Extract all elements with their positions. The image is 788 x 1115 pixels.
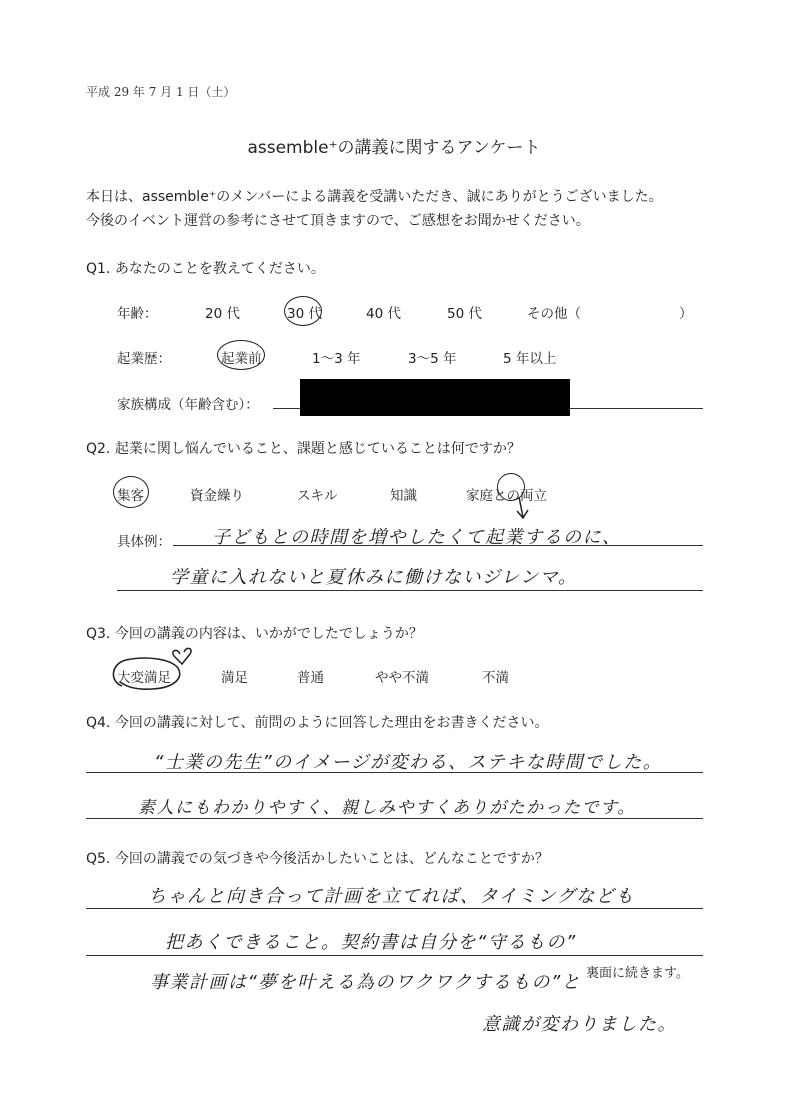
q5-answer-rule-1 bbox=[86, 908, 703, 909]
continued-note: 裏面に続きます。 bbox=[586, 966, 689, 981]
q5-answer-line-4: 意識が変わりました。 bbox=[482, 1014, 677, 1035]
q4-question: Q4. 今回の講義に対して、前問のように回答した理由をお書きください。 bbox=[86, 715, 549, 731]
q1-question: Q1. あなたのことを教えてください。 bbox=[86, 261, 325, 277]
q4-answer-rule-2 bbox=[86, 818, 703, 819]
survey-date: 平成 29 年 7 月 1 日（土） bbox=[86, 85, 236, 99]
q2-answer-rule-1 bbox=[173, 545, 703, 546]
q5-answer-rule-2 bbox=[86, 955, 703, 956]
rating-option-dissatisfied[interactable]: 不満 bbox=[482, 670, 509, 686]
rating-option-very-satisfied[interactable]: 大変満足 bbox=[117, 670, 171, 686]
age-option-20s[interactable]: 20 代 bbox=[205, 306, 240, 322]
survey-title: assemble⁺の講義に関するアンケート bbox=[247, 138, 541, 158]
q4-answer-rule-1 bbox=[86, 772, 703, 773]
arrow-mark-icon bbox=[513, 497, 533, 521]
experience-option-5plus[interactable]: 5 年以上 bbox=[503, 351, 557, 367]
issue-option-customers[interactable]: 集客 bbox=[117, 488, 144, 504]
rating-option-satisfied[interactable]: 満足 bbox=[221, 670, 248, 686]
heart-circle-icon bbox=[108, 642, 198, 692]
age-selected-circle bbox=[284, 296, 322, 326]
q5-answer-line-1: ちゃんと向き合って計画を立てれば、タイミングなども bbox=[148, 886, 635, 907]
intro-line-2: 今後のイベント運営の参考にさせて頂きますので、ご感想をお聞かせください。 bbox=[86, 213, 590, 229]
q2-answer-line-1: 子どもとの時間を増やしたくて起業するのに、 bbox=[212, 527, 622, 548]
issue-option-family-balance[interactable]: 家庭との両立 bbox=[466, 488, 547, 504]
age-option-50s[interactable]: 50 代 bbox=[447, 306, 482, 322]
q5-answer-line-2: 把あくできること。契約書は自分を“守るもの” bbox=[165, 932, 577, 953]
age-option-other[interactable]: その他（ bbox=[527, 306, 581, 322]
age-option-30s[interactable]: 30 代 bbox=[287, 306, 322, 322]
q4-answer-line-2: 素人にもわかりやすく、親しみやすくありがたかったです。 bbox=[138, 798, 636, 818]
q2-question: Q2. 起業に関し悩んでいること、課題と感じていることは何ですか？ bbox=[86, 441, 521, 457]
q4-answer-line-1: “士業の先生”のイメージが変わる、ステキな時間でした。 bbox=[154, 752, 663, 773]
intro-line-1: 本日は、assemble⁺のメンバーによる講義を受講いただき、誠にありがとうございました。 bbox=[86, 189, 663, 205]
age-option-other-close: ） bbox=[679, 306, 693, 322]
q2-answer-line-2: 学童に入れないと夏休みに働けないジレンマ。 bbox=[170, 567, 578, 588]
q5-answer-line-3: 事業計画は“夢を叶える為のワクワクするもの”と bbox=[150, 972, 582, 993]
issue-option-skill[interactable]: スキル bbox=[297, 488, 338, 504]
experience-option-pre[interactable]: 起業前 bbox=[221, 351, 262, 367]
experience-option-1-3[interactable]: 1～3 年 bbox=[312, 351, 361, 367]
age-option-40s[interactable]: 40 代 bbox=[366, 306, 401, 322]
experience-selected-circle bbox=[217, 340, 265, 370]
rating-option-slightly-dissatisfied[interactable]: やや不満 bbox=[375, 670, 429, 686]
example-label: 具体例： bbox=[117, 534, 171, 550]
redaction-block bbox=[300, 379, 570, 416]
family-label: 家族構成（年齢含む）： bbox=[117, 397, 259, 413]
q2-answer-rule-2 bbox=[117, 590, 703, 591]
experience-option-3-5[interactable]: 3～5 年 bbox=[408, 351, 457, 367]
age-label: 年齢： bbox=[117, 306, 158, 322]
q3-question: Q3. 今回の講義の内容は、いかがでしたでしょうか？ bbox=[86, 626, 423, 642]
q5-question: Q5. 今回の講義での気づきや今後活かしたいことは、どんなことですか？ bbox=[86, 851, 549, 867]
experience-label: 起業歴： bbox=[117, 351, 171, 367]
issue-option-knowledge[interactable]: 知識 bbox=[390, 488, 417, 504]
issue-selected-circle-customers bbox=[113, 476, 149, 508]
rating-option-neutral[interactable]: 普通 bbox=[297, 670, 324, 686]
issue-option-funding[interactable]: 資金繰り bbox=[190, 488, 244, 504]
